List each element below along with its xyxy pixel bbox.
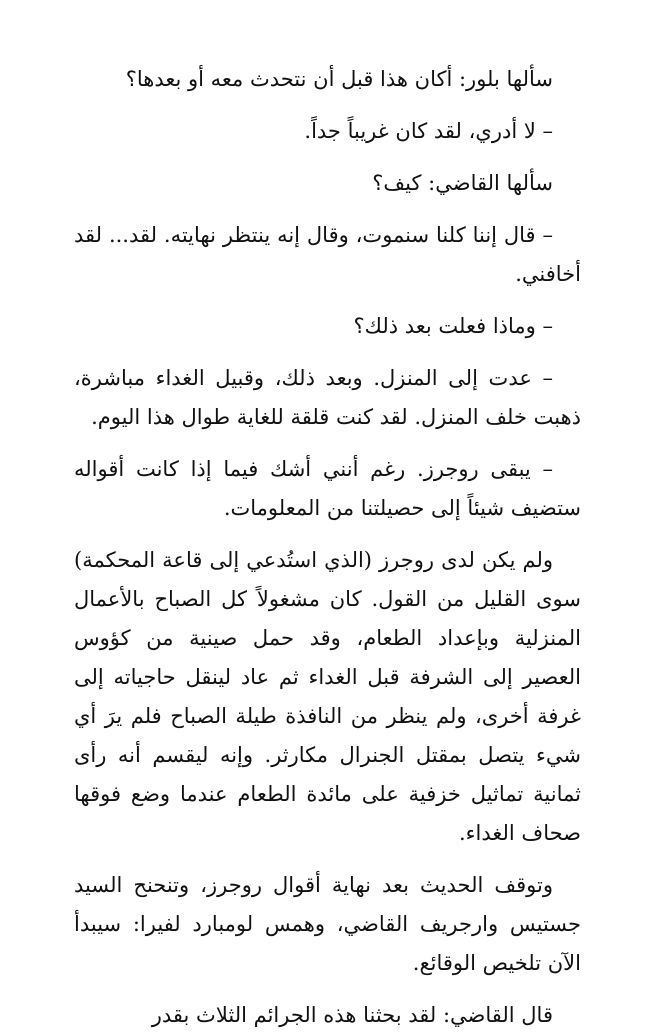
paragraph-7: – يبقى روجرز. رغم أنني أشك فيما إذا كانت أقواله ستضيف شيئاً إلى حصيلتنا من المعلومات. <box>74 457 581 520</box>
paragraph-4: – قال إننا كلنا سنموت، وقال إنه ينتظر نهايته. لقد... لقد أخافني. <box>74 223 581 286</box>
paragraph-2: – لا أدري، لقد كان غريباً جداً. <box>304 119 553 143</box>
paragraph-8: ولم يكن لدى روجرز (الذي استُدعي إلى قاعة المحكمة) سوى القليل من القول. كان مشغولاً كل الصباح بالأعمال المنزلية وبإعداد الطعام، وقد حمل صينية من كؤوس العصير إلى الشرفة قبل الغداء ثم عاد لينقل حاجياته إلى غرفة أخرى، ولم ينظر من النافذة طيلة الصباح فلم يرَ أي شيء يتصل بمقتل الجنرال مكارثر. وإنه ليقسم أنه رأى ثمانية تماثيل خزفية على مائدة الطعام عندما وضع فوقها صحاف الغداء. <box>74 548 581 845</box>
paragraph-1: سألها بلور: أكان هذا قبل أن نتحدث معه أو بعدها؟ <box>125 67 553 91</box>
paragraph-10: قال القاضي: لقد بحثنا هذه الجرائم الثلاث بقدر <box>151 1003 553 1027</box>
paragraph-3: سألها القاضي: كيف؟ <box>372 171 553 195</box>
paragraph-6: – عدت إلى المنزل. وبعد ذلك، وقبيل الغداء مباشرة، ذهبت خلف المنزل. لقد كنت قلقة للغاية طوال هذا اليوم. <box>74 366 581 429</box>
paragraph-5: – وماذا فعلت بعد ذلك؟ <box>353 314 553 338</box>
paragraph-9: وتوقف الحديث بعد نهاية أقوال روجرز، وتنحنح السيد جستيس وارجريف القاضي، وهمس لومبارد لفيرا: سيبدأ الآن تلخيص الوقائع. <box>74 873 581 975</box>
